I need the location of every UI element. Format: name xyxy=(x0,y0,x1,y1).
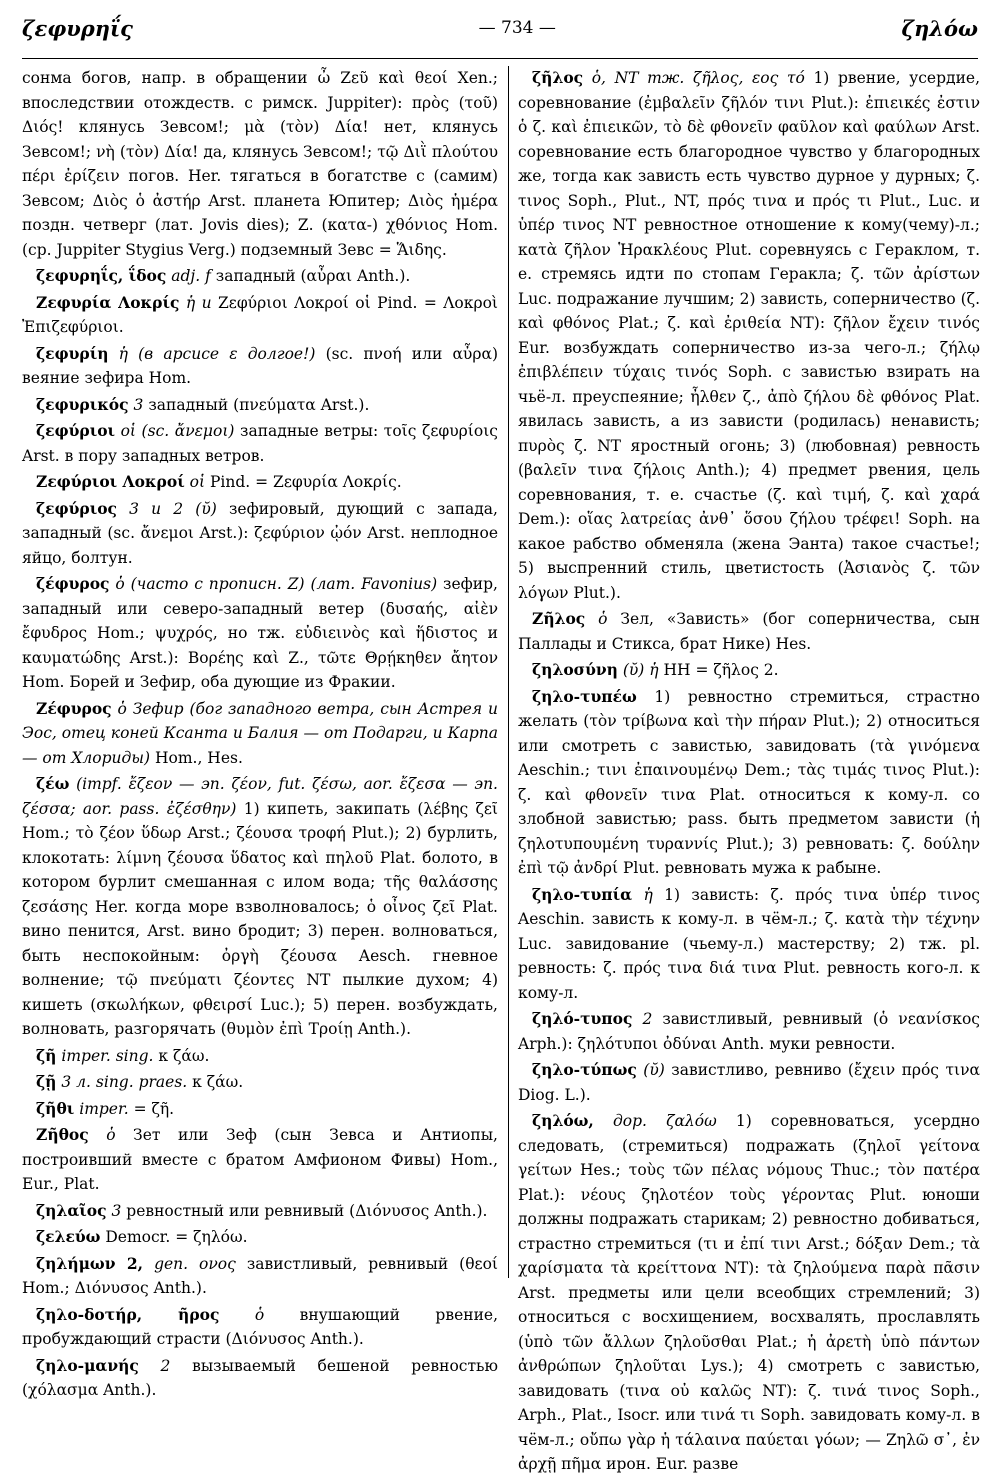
entry-definition: западный (πνεύματα Arst.). xyxy=(148,395,370,414)
entry-definition: зефир, западный или северо-западный ветер (δυσαής, αἰὲν ἔφυδρος Hom.; ψυχρός, но тж. εὐδιεινὸς καὶ ἥδιστος и καυματώδης Arst.): Βορέης καὶ Ζ., τῶτε Θρῄκηθεν ἄητον Hom. Борей и Зефир, оба дующие из Фракии. xyxy=(22,575,498,691)
entry-headword: ζῆθι xyxy=(36,1098,75,1118)
header-rule xyxy=(22,58,978,59)
entry-headword: ζῆ xyxy=(36,1045,57,1065)
entry-definition: 1) ревностно стремиться, страстно желать (τὸν τρίβωνα καὶ τὴν πήραν Plut.); 2) относиться или смотреть с завистью, завидовать (τὰ γινόμενα Aeschin.; τινι ἐπαινουμένῳ Dem.; τὰς τιμάς τινος Plut.): ζ. καὶ φθονεῖν τινα Plat. относиться к кому-л. со злобной завистью; pass. быть предметом зависти (ἡ ζηλοτυπουμένη τυραννίς Plut.); 3) ревновать: ζ. δούλην ἐπὶ τῷ ἀνδρί Plut. ревновать мужа к рабыне. xyxy=(518,687,980,877)
dictionary-entry xyxy=(22,291,498,340)
entry-headword: ζῆλος xyxy=(532,68,584,87)
entry-grammar: 2 xyxy=(642,1010,653,1028)
entry-headword: Ζῆλος xyxy=(532,609,586,628)
dictionary-entry xyxy=(518,1007,980,1056)
entry-definition: 1) соревноваться, усердно следовать, (стремиться) подражать (ζηλοῖ γείτονα γείτων Hes.; τοὺς τῶν πέλας νόμους Thuc.; τὸν πατέρα Plat.): νέους ζηλοτέον τοὺς γέροντας Plut. юноши должны подражать старикам; 2) ревностно добиваться, страстно стремиться (τι и ἐπί τινι Arst.; δόξαν Dem.; τὰ χαρίσματα τὰ κρείττονα NT): τὰ ζηλούμενα παρὰ πᾶσιν Arst. предметы или цели всеобщих стремлений; 3) относиться с восхищением, восхвалять, прославлять (ὑπὸ τῶν ἄλλων ζηλοῦσθαι Plat.; ἡ ἀρετὴ ὑπὸ πάντων ἀνθρώπων ζηλοῦται Lys.); 4) смотреть с завистью, завидовать (τινα οὐ καλῶς NT): ζ. τινά τινος Soph., Arph., Plat., Isocr. или τινά τι Soph. завидовать кому-л. в чём-л.; οὔπω γὰρ ἡ τάλαινα παύεται γόων; — Ζηλῶ σ᾽, ἐν ἀρχῇ πῆμα ирон. Eur. разве xyxy=(518,1112,980,1473)
entry-definition: ревностный или ревнивый (Διόνυσος Anth.). xyxy=(126,1201,488,1220)
entry-headword: ζεφυρίη xyxy=(36,343,109,363)
entry-grammar: οἱ xyxy=(189,473,206,491)
entry-headword: ζελεύω xyxy=(36,1227,101,1246)
dictionary-entry xyxy=(518,66,980,605)
dictionary-entry xyxy=(22,1303,498,1352)
entry-grammar: ὁ xyxy=(598,610,608,628)
entry-definition: = ζῆ. xyxy=(133,1099,175,1118)
entry-headword: ζηλο-μανής xyxy=(36,1355,139,1375)
entry-grammar: ἡ (в арсисе ε долгое!) xyxy=(118,344,316,363)
entry-grammar: 3 и 2 (ῠ) xyxy=(129,499,217,518)
entry-headword: Ζῆθος xyxy=(36,1125,89,1144)
entry-definition: внушающий рвение, пробуждающий страсти (Διόνυσος Anth.). xyxy=(22,1305,499,1348)
entry-grammar: 2 xyxy=(160,1356,171,1375)
entry-headword: ζηλο-τύπως xyxy=(532,1060,637,1079)
left-running-headword: ζεφυρηΐς xyxy=(22,15,133,41)
dictionary-entry xyxy=(22,66,498,262)
running-header xyxy=(22,12,978,44)
entry-definition: HH = ζῆλος 2. xyxy=(663,661,779,679)
dictionary-entry xyxy=(22,1199,498,1224)
entry-grammar: (ῠ) ἡ xyxy=(622,661,659,679)
dictionary-entry xyxy=(22,697,498,771)
page-number: — 734 — xyxy=(478,18,556,38)
entry-headword: ζέφυρος xyxy=(36,574,110,593)
entry-definition: западный (αὖραι Anth.). xyxy=(215,267,411,285)
entry-headword: ζεφυρικός xyxy=(36,394,129,414)
dictionary-entry xyxy=(518,658,980,683)
entry-definition: западные ветры: τοῖς ζεφυρίοις Arst. в пору западных ветров. xyxy=(22,422,498,465)
entry-definition: Зел, «Зависть» (бог соперничества, сын Паллады и Стикса, брат Нике) Hes. xyxy=(518,610,980,653)
entry-headword: ζηλοσύνη xyxy=(532,660,618,679)
entry-grammar: ὁ xyxy=(254,1305,265,1324)
entry-grammar: adj. f xyxy=(171,267,211,285)
entry-grammar: (impf. ἔζεον — эп. ζέον, fut. ζέσω, aor. ἔζεσα — эп. ζέσσα; aor. pass. ἐζέσθην) xyxy=(22,775,498,818)
entry-headword: ζηλήμων 2, xyxy=(36,1253,144,1273)
dictionary-entry xyxy=(22,772,498,1042)
entry-definition: зефировый, дующий с запада, западный (sc. ἄνεμοι Arst.): ζεφύριον ᾠόν Arst. неплодное яйцо, болтун. xyxy=(22,499,498,567)
entry-definition: Зет или Зеф (сын Зевса и Антиопы, построивший вместе с братом Амфионом Фивы) Hom., Eur., Plat. xyxy=(22,1126,498,1193)
entry-grammar: ὁ xyxy=(106,1126,116,1144)
right-column xyxy=(518,66,981,1473)
dictionary-entry xyxy=(518,1058,980,1107)
dictionary-entry xyxy=(22,264,498,289)
dictionary-entry xyxy=(22,419,498,468)
entry-headword: Ζεφυρία Λοκρίς xyxy=(36,292,180,312)
dictionary-entry xyxy=(22,470,498,495)
entry-definition: завистливый, ревнивый (ὁ νεανίσκος Arph.): ζηλότυποι ὀδύναι Anth. муки ревности. xyxy=(518,1010,980,1053)
entry-grammar: (ῠ) xyxy=(643,1061,665,1079)
left-column xyxy=(22,66,499,1399)
entry-grammar: ὁ (часто с прописн. Ζ) (лат. Favonius) xyxy=(115,575,438,593)
dictionary-entry xyxy=(22,393,498,418)
dictionary-entry xyxy=(518,883,980,1006)
entry-grammar: imper. sing. xyxy=(61,1046,154,1065)
dictionary-entry xyxy=(518,1109,980,1477)
entry-grammar: 3 xyxy=(133,395,144,414)
entry-headword: ζηλαῖος xyxy=(36,1200,107,1220)
dictionary-entry xyxy=(22,1252,498,1301)
entry-definition: Democr. = ζηλόω. xyxy=(105,1228,248,1246)
dictionary-entry xyxy=(22,572,498,695)
dictionary-entry xyxy=(22,1044,498,1069)
dictionary-entry xyxy=(22,342,498,391)
entry-headword: ζεφύριος xyxy=(36,498,117,518)
right-running-headword: ζηλόω xyxy=(901,15,978,41)
entry-grammar: imper. xyxy=(79,1099,129,1118)
entry-headword: ζῇ xyxy=(36,1072,57,1091)
entry-definition: (sc. πνοή или αὖρα) веяние зефира Hom. xyxy=(22,344,498,387)
dictionary-entry xyxy=(22,1123,498,1197)
entry-definition: Ζεφύριοι Λοκροί οἱ Pind. = Λοκροὶ Ἐπιζεφύριοι. xyxy=(22,293,498,336)
entry-definition: Pind. = Ζεφυρία Λοκρίς. xyxy=(210,473,402,491)
entry-headword: Ζέφυρος xyxy=(36,698,112,718)
dictionary-entry xyxy=(518,685,980,881)
entry-definition: 1) зависть: ζ. πρός τινα ὑπέρ τινος Aeschin. зависть к кому-л. в чём-л.; ζ. κατὰ τὴν τέχνην Luc. завидование (чьему-л.) мастерству; 2) тж. pl. ревность: ζ. πρός τινα διά τινα Plut. ревность кого-л. к кому-л. xyxy=(518,885,980,1002)
entry-definition: к ζάω. xyxy=(192,1073,244,1091)
dictionary-entry xyxy=(22,497,498,571)
entry-definition: Hom., Hes. xyxy=(154,748,243,767)
entry-headword: ζηλό-τυπος xyxy=(532,1009,633,1028)
entry-headword: ζεφυρηΐς, ΐδος xyxy=(36,266,167,285)
column-divider xyxy=(508,66,509,1278)
entry-definition: 1) кипеть, закипать (λέβης ζεῖ Hom.; τὸ ζέον ὕδωρ Arst.; ζέουσα τροφή Plut.); 2) бурлить, клокотать: λίμνη ζέουσα ὕδατος καὶ πηλοῦ Plat. болото, в котором бурлит смешанная с илом вода; τῆς θαλάσσης ζεσάσης Her. когда море взволновалось; ὁ οἶνος ζεῖ Plat. вино пенится, Arst. вино бродит; 3) перен. волноваться, быть неспокойным: ὀργὴ ζέουσα Aesch. гневное волнение; τῷ πνεύματι ζέοντες NT пылкие духом; 4) кишеть (σκωλήκων, φθειρσί Luc.); 5) перен. возбуждать, волновать, разгорячать (θυμὸν ἐπὶ Τροίῃ Anth.). xyxy=(22,799,498,1038)
entry-headword: Ζεφύριοι Λοκροί xyxy=(36,472,185,491)
dictionary-entry xyxy=(518,607,980,656)
entry-grammar: gen. ονος xyxy=(154,1254,236,1273)
entry-definition: завистливо, ревниво (ἔχειν πρός τινα Diog. L.). xyxy=(518,1061,980,1104)
entry-grammar: дор. ζαλόω xyxy=(612,1112,717,1130)
entry-grammar: 3 л. sing. praes. xyxy=(61,1073,188,1091)
entry-definition: завистливый, ревнивый (θεοί Hom.; Διόνυσος Anth.). xyxy=(22,1254,498,1297)
dictionary-entry xyxy=(22,1070,498,1095)
entry-definition: вызываемый бешеной ревностью (χόλασμα Anth.). xyxy=(22,1356,498,1399)
dictionary-entry xyxy=(22,1354,498,1403)
entry-definition: к ζάω. xyxy=(158,1046,210,1065)
dictionary-entry xyxy=(22,1097,498,1122)
entry-definition: 1) рвение, усердие, соревнование (ἐμβαλεῖν ζῆλόν τινι Plut.): ἐπιεικές ἐστιν ὁ ζ. καὶ ἐπιεικῶν, τὸ δὲ φθονεῖν φαῦλον καὶ φαύλων Arst. соревнование есть благородное чувство у благородных же, тогда как зависть есть чувство дурное у дурных; ζ. τινος Soph., Plut., NT, πρός τινα и πρός τι Plut., Luc. и ὑπέρ τινος NT ревностное отношение к кому(чему)-л.; κατὰ ζῆλον Ἡρακλέους Plut. соревнуясь с Гераклом, т. е. стремясь идти по стопам Геракла; ζ. τῶν ἀρίστων Luc. подражание лучшим; 2) зависть, соперничество (ζ. καὶ φθόνος Plat.; ζ. καὶ ἐριθεία NT): ζῆλον ἔχειν τινός Eur. возбуждать соперничество из-за чего-л.; ζήλῳ ἐπιβλέπειν τύχαις τινός Soph. с завистью взирать на чьё-л. преуспеяние; ἦλθεν ζ., ἀπὸ ζήλου δὲ φθόνος Plat. явилась зависть, а из зависти (родилась) ненависть; πυρὸς ζ. NT яростный огонь; 3) (любовная) ревность (βαλεῖν τινα ζήλοις Anth.); 4) предмет рвения, цель соревнования, т. е. счастье (ζ. καὶ τιμή, ζ. καὶ χαρά Dem.): οἵας λατρείας ἀνθ᾽ ὅσου ζήλου τρέφει! Soph. на какое рабство обменяла (жена Эанта) такое счастье!; 5) выспренний стиль, цветистость (Ἀσιανὸς ζ. τῶν λόγων Plut.). xyxy=(518,69,981,602)
entry-headword: ζηλο-τυπέω xyxy=(532,686,637,706)
entry-grammar: οἱ (sc. ἄνεμοι) xyxy=(120,422,235,440)
dictionary-entry xyxy=(22,1225,498,1250)
entry-grammar: 3 xyxy=(111,1201,122,1220)
entry-grammar: ἡ и xyxy=(185,293,212,312)
entry-headword: ζηλόω, xyxy=(532,1111,594,1130)
entry-headword: ζηλο-δοτήρ, ῆρος xyxy=(36,1304,220,1324)
entry-headword: ζεφύριοι xyxy=(36,421,116,440)
entry-definition: сонма богов, напр. в обращении ὦ Ζεῦ καὶ θεοί Xen.; впоследствии отождеств. с римск. Juppiter): πρὸς (τοῦ) Διός! клянусь Зевсом!; μὰ (τὸν) Δία! нет, клянусь Зевсом!; νὴ (τὸν) Δία! да, клянусь Зевсом!; τῷ Διῒ πλούτου πέρι ἐρίζειν погов. Her. тягаться в богатстве с (самим) Зевсом; Διὸς ὁ ἀστήρ Arst. планета Юпитер; Διὸς ἡμέρα поздн. четверг (лат. Jovis dies); Ζ. (κατα-) χθόνιος Hom. (ср. Juppiter Stygius Verg.) подземный Зевс = Ἅιδης. xyxy=(22,69,498,259)
entry-grammar: ὁ, NT тж. ζῆλος, εος τό xyxy=(591,69,805,87)
entry-headword: ζέω xyxy=(36,774,70,793)
entry-grammar: ὁ Зефир (бог западного ветра, сын Астрея и Эос, отец коней Ксанта и Балия — от Подарги, и Карпа — от Хлориды) xyxy=(22,699,498,767)
entry-headword: ζηλο-τυπία xyxy=(532,884,633,904)
entry-grammar: ἡ xyxy=(643,885,653,904)
